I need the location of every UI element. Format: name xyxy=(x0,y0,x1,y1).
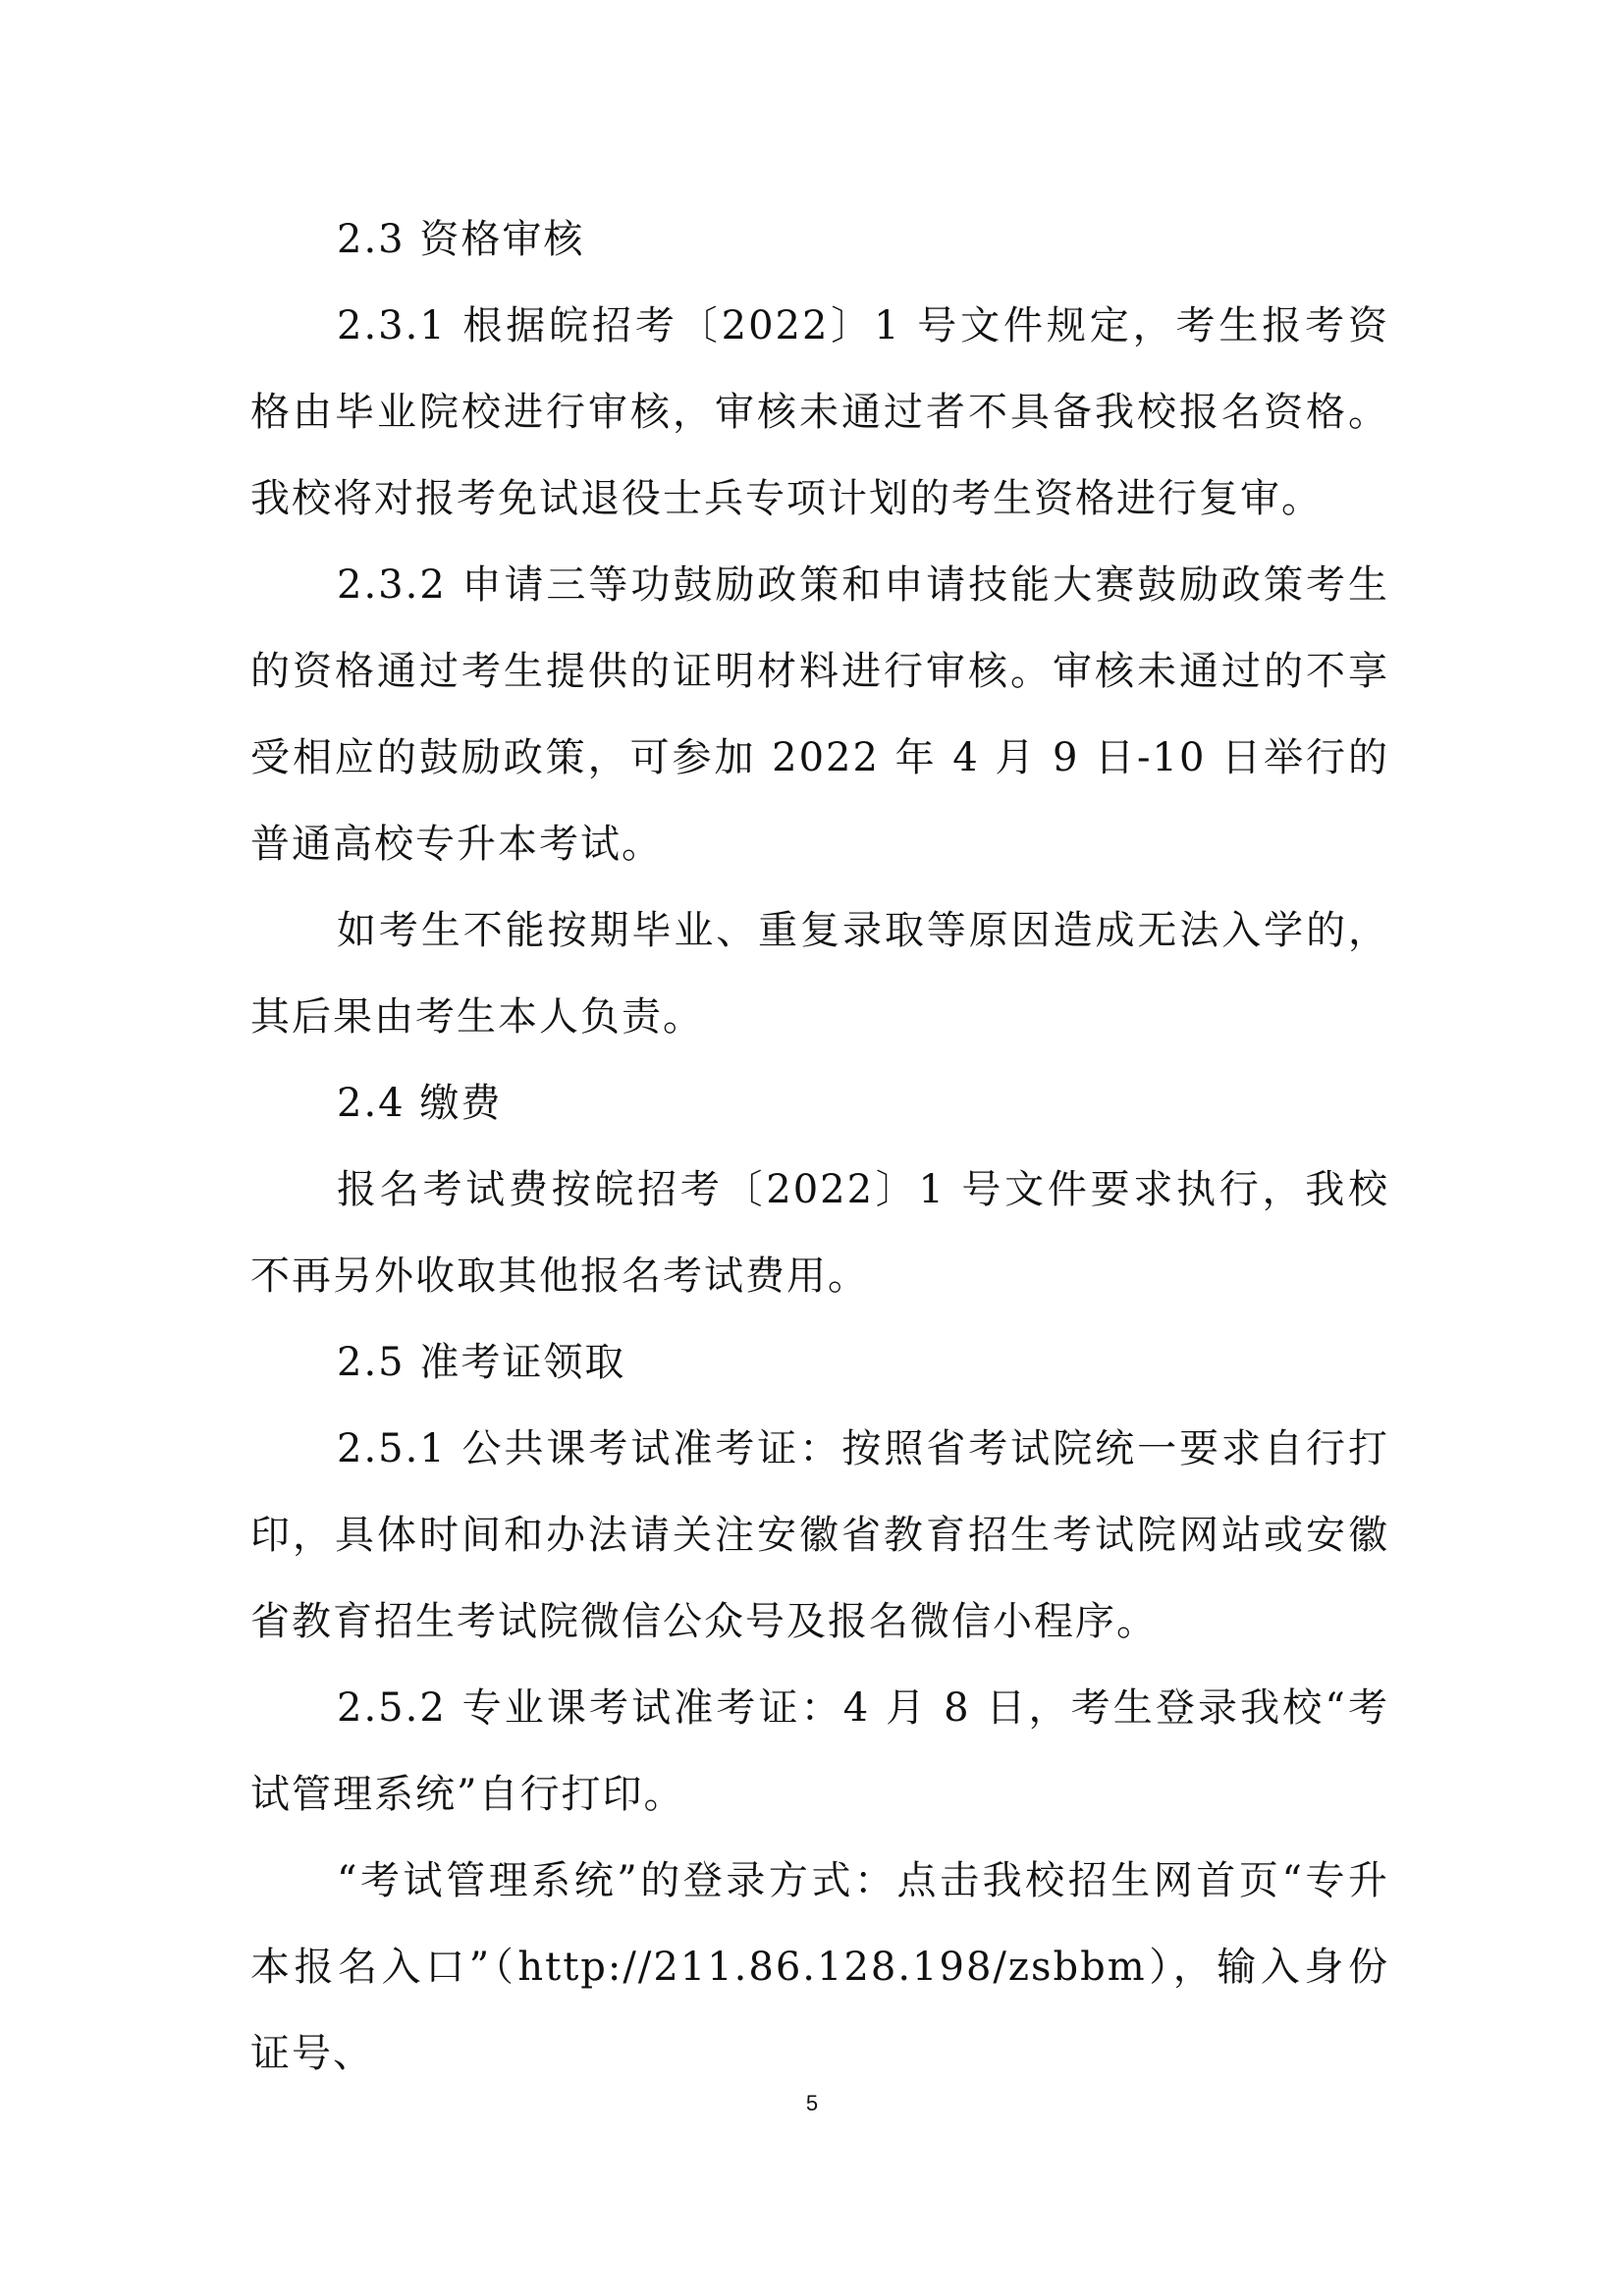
paragraph-2-3-2: 2.3.2 申请三等功鼓励政策和申请技能大赛鼓励政策考生的资格通过考生提供的证明材料进行审核。审核未通过的不享受相应的鼓励政策，可参加 2022 年 4 月 9 日-10 日举行的普通高校专升本考试。 xyxy=(250,562,1389,867)
paragraph-2-5-1: 2.5.1 公共课考试准考证：按照省考试院统一要求自行打印，具体时间和办法请关注安徽省教育招生考试院网站或安徽省教育招生考试院微信公众号及报名微信小程序。 xyxy=(250,1426,1389,1644)
section-heading-2-4: 2.4 缴费 xyxy=(337,1081,503,1126)
paragraph-responsibility: 如考生不能按期毕业、重复录取等原因造成无法入学的，其后果由考生本人负责。 xyxy=(250,908,1389,1040)
paragraph-login-method: “考试管理系统”的登录方式：点击我校招生网首页“专升本报名入口”（http://211.86.128.198/zsbbm），输入身份证号、 xyxy=(250,1858,1389,2076)
paragraph-2-5-2: 2.5.2 专业课考试准考证：4 月 8 日，考生登录我校“考试管理系统”自行打印。 xyxy=(250,1685,1389,1817)
section-heading-2-3: 2.3 资格审核 xyxy=(337,217,585,262)
paragraph-2-3-1: 2.3.1 根据皖招考〔2022〕1 号文件规定，考生报考资格由毕业院校进行审核，审核未通过者不具备我校报名资格。我校将对报考免试退役士兵专项计划的考生资格进行复审。 xyxy=(250,303,1389,521)
section-heading-2-5: 2.5 准考证领取 xyxy=(337,1340,626,1385)
document-body xyxy=(250,196,1389,2097)
page-number: 5 xyxy=(805,2091,819,2115)
paragraph-fee: 报名考试费按皖招考〔2022〕1 号文件要求执行，我校不再另外收取其他报名考试费用。 xyxy=(250,1167,1389,1299)
